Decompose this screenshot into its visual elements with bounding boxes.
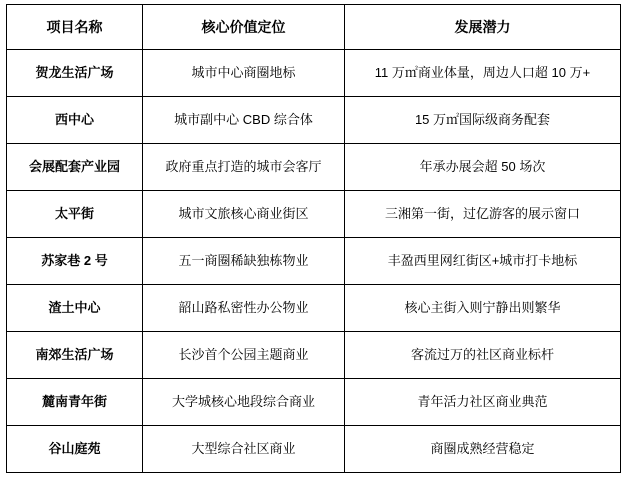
cell-core-value: 大型综合社区商业 xyxy=(143,426,345,473)
cell-core-value: 长沙首个公园主题商业 xyxy=(143,332,345,379)
cell-project-name: 谷山庭苑 xyxy=(7,426,143,473)
table-row xyxy=(7,332,621,379)
table-header xyxy=(7,5,621,50)
cell-project-name: 西中心 xyxy=(7,97,143,144)
cell-potential: 三湘第一街，过亿游客的展示窗口 xyxy=(345,191,621,238)
table-row xyxy=(7,238,621,285)
cell-core-value: 城市文旅核心商业街区 xyxy=(143,191,345,238)
column-header-value: 核心价值定位 xyxy=(143,5,345,50)
cell-core-value: 城市中心商圈地标 xyxy=(143,50,345,97)
cell-project-name: 贺龙生活广场 xyxy=(7,50,143,97)
project-value-table xyxy=(6,4,621,473)
cell-potential: 15 万㎡国际级商务配套 xyxy=(345,97,621,144)
table-row xyxy=(7,50,621,97)
cell-potential: 核心主街入则宁静出则繁华 xyxy=(345,285,621,332)
table-row xyxy=(7,379,621,426)
table-row xyxy=(7,285,621,332)
table-row xyxy=(7,144,621,191)
table-row xyxy=(7,191,621,238)
cell-potential: 丰盈西里网红街区+城市打卡地标 xyxy=(345,238,621,285)
cell-potential: 11 万㎡商业体量，周边人口超 10 万+ xyxy=(345,50,621,97)
cell-core-value: 五一商圈稀缺独栋物业 xyxy=(143,238,345,285)
table-row xyxy=(7,97,621,144)
cell-core-value: 大学城核心地段综合商业 xyxy=(143,379,345,426)
cell-project-name: 太平街 xyxy=(7,191,143,238)
cell-potential: 青年活力社区商业典范 xyxy=(345,379,621,426)
cell-core-value: 韶山路私密性办公物业 xyxy=(143,285,345,332)
cell-project-name: 渣土中心 xyxy=(7,285,143,332)
cell-project-name: 会展配套产业园 xyxy=(7,144,143,191)
cell-core-value: 城市副中心 CBD 综合体 xyxy=(143,97,345,144)
cell-potential: 商圈成熟经营稳定 xyxy=(345,426,621,473)
table-header-row xyxy=(7,5,621,50)
column-header-potential: 发展潜力 xyxy=(345,5,621,50)
column-header-name: 项目名称 xyxy=(7,5,143,50)
table-body xyxy=(7,50,621,473)
table-row xyxy=(7,426,621,473)
cell-potential: 年承办展会超 50 场次 xyxy=(345,144,621,191)
cell-project-name: 南郊生活广场 xyxy=(7,332,143,379)
cell-core-value: 政府重点打造的城市会客厅 xyxy=(143,144,345,191)
cell-potential: 客流过万的社区商业标杆 xyxy=(345,332,621,379)
cell-project-name: 苏家巷 2 号 xyxy=(7,238,143,285)
cell-project-name: 麓南青年街 xyxy=(7,379,143,426)
